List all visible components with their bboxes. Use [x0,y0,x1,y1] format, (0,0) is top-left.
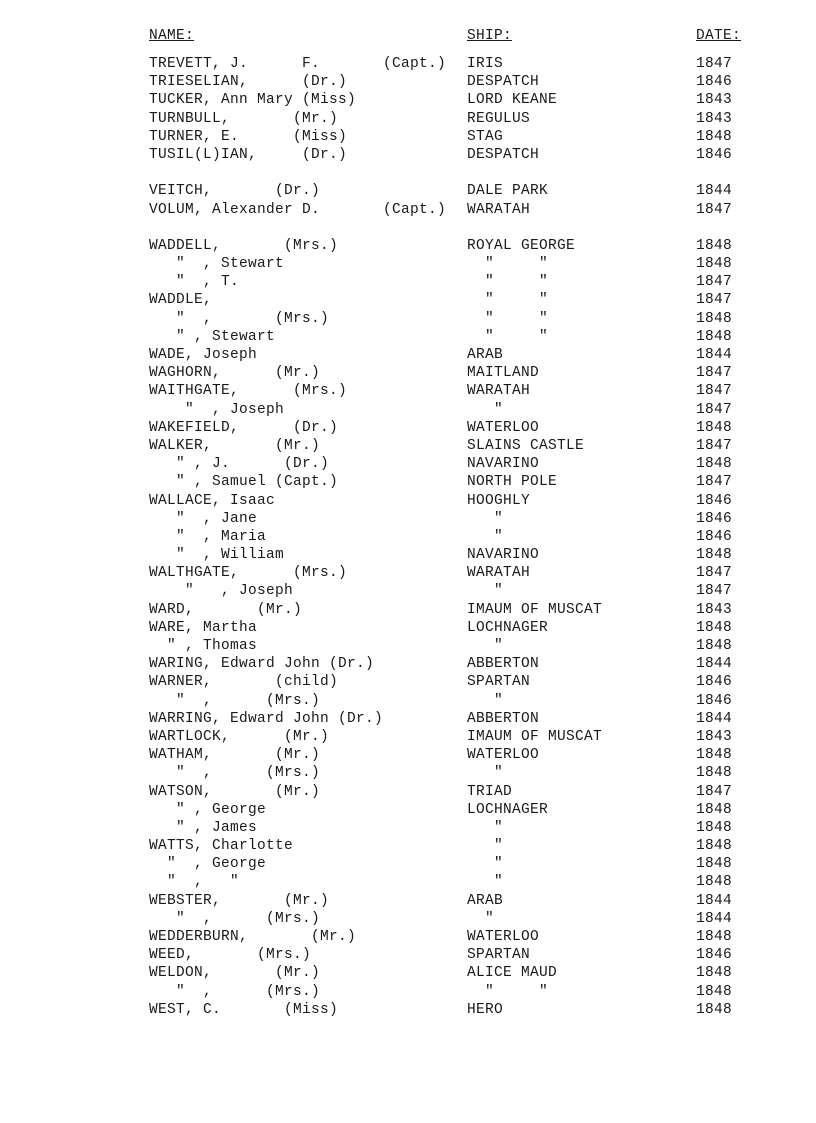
passenger-name: " , Thomas [149,638,258,654]
passenger-name: WALKER, (Mr.) [149,437,321,454]
ship-name: " " [467,328,549,345]
arrival-date: 1843 [696,92,733,109]
ship-name: DESPATCH [467,74,540,91]
list-row [0,311,816,329]
arrival-date: 1843 [696,728,733,745]
arrival-date: 1848 [696,801,733,818]
passenger-name: TREVETT, J. F. (Capt.) [149,56,447,72]
arrival-date: 1848 [696,838,733,855]
passenger-name: " , J. (Dr.) [149,456,330,473]
ship-name: NORTH POLE [467,474,558,491]
ship-name: LOCHNAGER [467,619,549,636]
passenger-name: WARE, Martha [149,619,258,636]
list-row [0,947,816,965]
passenger-name: VOLUM, Alexander D. (Capt.) [149,201,447,218]
passenger-name: " , T. [149,274,240,291]
ship-name: WARATAH [467,565,531,582]
arrival-date: 1844 [696,347,733,363]
arrival-date: 1844 [696,183,733,200]
passenger-name: WAITHGATE, (Mrs.) [149,383,348,400]
ship-name: " [467,528,504,545]
passenger-name: " , " [149,874,240,891]
ship-name: DALE PARK [467,183,549,200]
list-row [0,474,816,492]
ship-name: SPARTAN [467,947,531,964]
passenger-name: WADDELL, (Mrs.) [149,237,339,254]
arrival-date: 1848 [696,874,733,891]
ship-name: " [467,856,504,873]
arrival-date: 1848 [696,765,733,782]
ship-name: IMAUM OF MUSCAT [467,728,603,745]
passenger-name: WAKEFIELD, (Dr.) [149,419,339,436]
list-row [0,220,816,238]
passenger-name: TUSIL(L)IAN, (Dr.) [149,146,348,163]
list-row [0,456,816,474]
ship-name: " [467,765,504,782]
list-row [0,620,816,638]
arrival-date: 1844 [696,910,733,927]
column-header-row [0,28,816,48]
arrival-date: 1848 [696,456,733,473]
list-row [0,674,816,692]
list-row [0,874,816,892]
arrival-date: 1844 [696,710,733,727]
passenger-name: " , (Mrs.) [149,765,321,782]
ship-name: " [467,510,504,527]
passenger-name: " , (Mrs.) [149,983,321,1000]
passenger-name: WELDON, (Mr.) [149,965,321,982]
header-date: DATE: [696,28,742,44]
list-row [0,984,816,1002]
list-row [0,638,816,656]
ship-name: " [467,638,504,654]
list-row [0,729,816,747]
arrival-date: 1848 [696,983,733,1000]
ship-name: WATERLOO [467,929,540,945]
arrival-date: 1843 [696,601,733,618]
passenger-name: WEBSTER, (Mr.) [149,892,330,909]
arrival-date: 1844 [696,892,733,909]
passenger-name: " , (Mrs.) [149,310,330,327]
ship-name: " [467,874,504,891]
arrival-date: 1848 [696,1001,733,1018]
list-row [0,202,816,220]
passenger-list [0,56,816,1020]
arrival-date: 1847 [696,56,733,72]
ship-name: " [467,692,504,709]
ship-name: " " [467,310,549,327]
passenger-name: WARRING, Edward John (Dr.) [149,710,384,727]
passenger-name: WATSON, (Mr.) [149,783,321,800]
list-row [0,547,816,565]
passenger-name: WALTHGATE, (Mrs.) [149,565,348,582]
ship-name: WARATAH [467,383,531,400]
list-row [0,129,816,147]
arrival-date: 1847 [696,401,733,418]
passenger-name: WEST, C. (Miss) [149,1001,339,1018]
list-row [0,529,816,547]
list-row [0,784,816,802]
list-row [0,965,816,983]
arrival-date: 1848 [696,256,733,273]
ship-name: " " [467,274,549,291]
arrival-date: 1848 [696,310,733,327]
ship-name: TRIAD [467,783,513,800]
ship-name: ABBERTON [467,656,540,673]
passenger-name: " , Joseph [149,583,294,600]
ship-name: LORD KEANE [467,92,558,109]
arrival-date: 1848 [696,638,733,654]
ship-name: ARAB [467,347,504,363]
ship-name: ABBERTON [467,710,540,727]
list-row [0,511,816,529]
list-row [0,365,816,383]
list-row [0,111,816,129]
passenger-name: WARNER, (child) [149,674,339,691]
passenger-name: WEDDERBURN, (Mr.) [149,929,357,945]
list-row [0,602,816,620]
list-row [0,256,816,274]
passenger-name: WADDLE, [149,292,213,309]
ship-name: IRIS [467,56,504,72]
passenger-name: WARD, (Mr.) [149,601,303,618]
arrival-date: 1848 [696,547,733,564]
arrival-date: 1846 [696,510,733,527]
ship-name: ARAB [467,892,504,909]
list-row [0,565,816,583]
arrival-date: 1848 [696,965,733,982]
header-name: NAME: [149,28,195,44]
list-row [0,820,816,838]
passenger-name: WADE, Joseph [149,347,258,363]
list-row [0,493,816,511]
list-row [0,402,816,420]
list-row [0,147,816,165]
passenger-name: " , Samuel (Capt.) [149,474,339,491]
ship-name: ROYAL GEORGE [467,237,576,254]
ship-name: NAVARINO [467,547,540,564]
arrival-date: 1848 [696,747,733,764]
list-row [0,420,816,438]
ship-name: WATERLOO [467,747,540,764]
arrival-date: 1847 [696,565,733,582]
list-row [0,583,816,601]
list-row [0,183,816,201]
header-ship: SHIP: [467,28,513,44]
passenger-name: " , (Mrs.) [149,910,321,927]
arrival-date: 1847 [696,583,733,600]
passenger-name: TURNBULL, (Mr.) [149,110,339,127]
passenger-name: " , Maria [149,528,267,545]
arrival-date: 1846 [696,492,733,509]
list-row [0,711,816,729]
passenger-name: WATTS, Charlotte [149,838,294,855]
ship-name: " " [467,983,549,1000]
ship-name: " [467,401,504,418]
passenger-name: " , George [149,801,267,818]
list-row [0,747,816,765]
list-row [0,56,816,74]
arrival-date: 1848 [696,328,733,345]
ship-name: IMAUM OF MUSCAT [467,601,603,618]
ship-name: DESPATCH [467,146,540,163]
passenger-name: " , Stewart [149,256,285,273]
list-row [0,74,816,92]
arrival-date: 1848 [696,619,733,636]
arrival-date: 1847 [696,474,733,491]
passenger-name: TURNER, E. (Miss) [149,128,348,145]
list-row [0,383,816,401]
list-row [0,893,816,911]
ship-name: ALICE MAUD [467,965,558,982]
ship-name: " [467,838,504,855]
ship-name: " " [467,292,549,309]
passenger-name: TRIESELIAN, (Dr.) [149,74,348,91]
list-row [0,802,816,820]
list-row [0,438,816,456]
passenger-name: VEITCH, (Dr.) [149,183,321,200]
passenger-name: " , Joseph [149,401,285,418]
ship-name: SLAINS CASTLE [467,437,585,454]
passenger-name: WARING, Edward John (Dr.) [149,656,375,673]
list-row [0,329,816,347]
passenger-name: " , George [149,856,267,873]
arrival-date: 1846 [696,146,733,163]
arrival-date: 1847 [696,365,733,382]
passenger-name: WAGHORN, (Mr.) [149,365,321,382]
list-row [0,929,816,947]
arrival-date: 1843 [696,110,733,127]
list-row [0,765,816,783]
arrival-date: 1848 [696,419,733,436]
arrival-date: 1848 [696,819,733,836]
ship-name: " " [467,256,549,273]
arrival-date: 1846 [696,674,733,691]
ship-name: " [467,819,504,836]
list-row [0,92,816,110]
list-row [0,838,816,856]
arrival-date: 1846 [696,947,733,964]
passenger-name: TUCKER, Ann Mary (Miss) [149,92,357,109]
arrival-date: 1847 [696,437,733,454]
arrival-date: 1848 [696,929,733,945]
list-row [0,911,816,929]
ship-name: HOOGHLY [467,492,531,509]
passenger-name: " , (Mrs.) [149,692,321,709]
list-row [0,656,816,674]
arrival-date: 1846 [696,74,733,91]
list-row [0,1002,816,1020]
ship-name: WATERLOO [467,419,540,436]
list-row [0,856,816,874]
list-row [0,238,816,256]
ship-name: SPARTAN [467,674,531,691]
arrival-date: 1846 [696,692,733,709]
passenger-name: " , Stewart [149,328,276,345]
arrival-date: 1847 [696,783,733,800]
list-row [0,347,816,365]
passenger-name: WATHAM, (Mr.) [149,747,321,764]
arrival-date: 1847 [696,383,733,400]
list-row [0,274,816,292]
arrival-date: 1844 [696,656,733,673]
arrival-date: 1847 [696,292,733,309]
ship-name: MAITLAND [467,365,540,382]
passenger-name: " , William [149,547,285,564]
arrival-date: 1848 [696,128,733,145]
ship-name: WARATAH [467,201,531,218]
passenger-name: WARTLOCK, (Mr.) [149,728,330,745]
passenger-name: WALLACE, Isaac [149,492,276,509]
list-row [0,693,816,711]
arrival-date: 1847 [696,274,733,291]
passenger-name: " , James [149,819,258,836]
ship-name: REGULUS [467,110,531,127]
arrival-date: 1848 [696,856,733,873]
arrival-date: 1846 [696,528,733,545]
ship-name: LOCHNAGER [467,801,549,818]
ship-name: " [467,910,495,927]
list-row [0,292,816,310]
arrival-date: 1847 [696,201,733,218]
passenger-name: WEED, (Mrs.) [149,947,312,964]
ship-name: " [467,583,504,600]
list-row [0,165,816,183]
ship-name: HERO [467,1001,504,1018]
ship-name: NAVARINO [467,456,540,473]
arrival-date: 1848 [696,237,733,254]
ship-name: STAG [467,128,504,145]
passenger-name: " , Jane [149,510,258,527]
